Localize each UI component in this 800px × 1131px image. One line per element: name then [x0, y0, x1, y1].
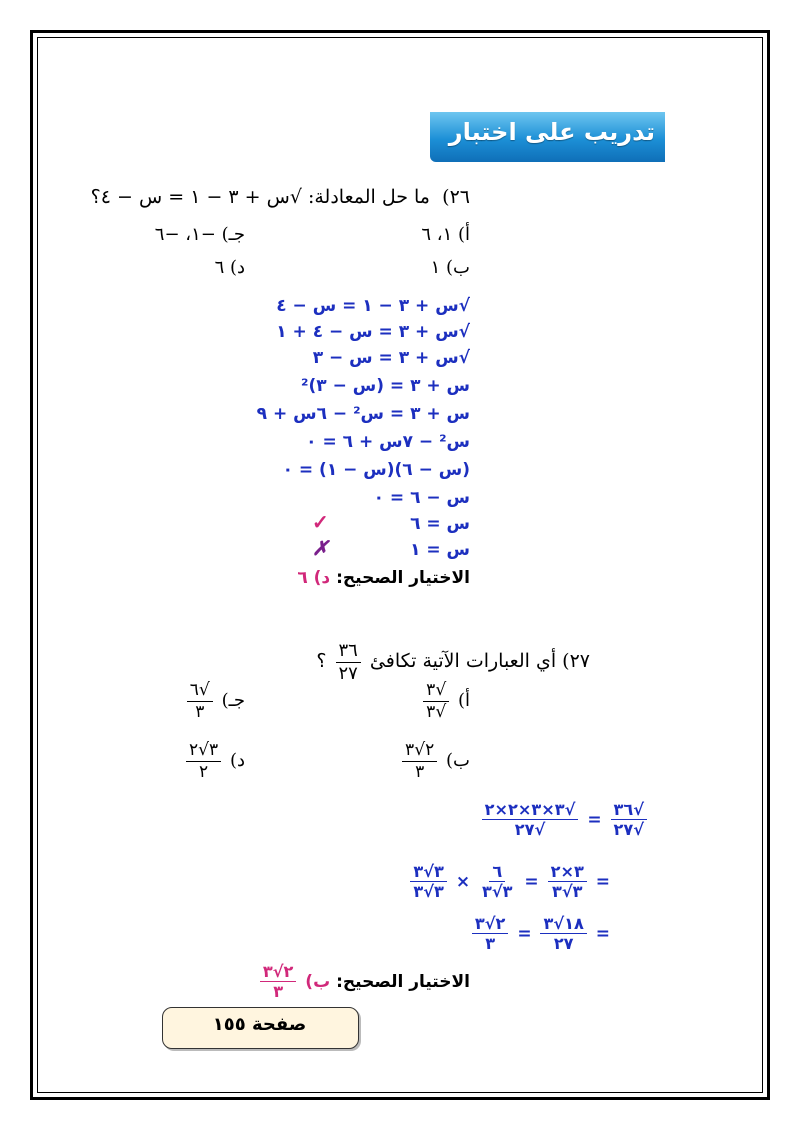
q27-option-c-den: ٣	[195, 701, 205, 722]
q26-step-2: √س + ٣ = س − ٤ + ١	[276, 322, 470, 342]
q27-answer-label: الاختيار الصحيح:	[336, 971, 470, 992]
q27-step-2-c-den: ٣√٣	[413, 882, 444, 902]
q27-step-3-a-den: ٢٧	[553, 934, 574, 954]
q26-step-9: س = ٦	[410, 514, 470, 534]
q26-step-5: س + ٣ = س² − ٦س + ٩	[256, 404, 470, 424]
q27-step-2-b-den: ٣√٣	[481, 882, 513, 902]
q26-step-4: س + ٣ = (س − ٣)²	[301, 376, 470, 396]
q27-text: أي العبارات الآتية تكافئ	[369, 650, 557, 673]
q27-option-b-den: ٣	[415, 761, 425, 782]
q26-answer-value: د) ٦	[297, 568, 331, 588]
q27-question-mark: ؟	[316, 650, 327, 673]
q26-step-10: س = ١	[410, 540, 470, 560]
q26-step-1: √س + ٣ − ١ = س − ٤	[276, 296, 470, 316]
q27-option-b	[399, 740, 470, 782]
q26-step-7: (س − ٦)(س − ١) = ٠	[282, 460, 470, 480]
q27-step-3: = $\frac{١٨√٣}{٢٧}$ = $\frac{٢√٣}{٣}$	[469, 914, 610, 954]
q27-answer-num: ٢√٣	[260, 962, 297, 982]
q27-step-3-b-den: ٣	[485, 934, 496, 954]
q27-option-d-label: د)	[229, 750, 245, 771]
q26-option-a: أ) ١، ٦	[421, 224, 470, 245]
q27-step-2-b-num: ٦	[489, 862, 505, 882]
q27-stem	[316, 640, 590, 684]
q27-option-a-label: أ)	[457, 690, 470, 711]
q26-option-d: د) ٦	[214, 257, 245, 278]
q26-number: ٢٦)	[442, 186, 470, 208]
q27-step-2-a-den: ٣√٣	[551, 882, 583, 902]
q27-step-1-rhs-num: √٣×٣×٢×٢	[482, 800, 579, 820]
q26-step-6: س² − ٧س + ٦ = ٠	[306, 432, 470, 452]
q27-option-b-label: ب)	[446, 750, 470, 771]
q27-step-1: $\frac{√٣٦}{√٢٧}$ = $\frac{√٣\times ٣\times ٢\times ٢}{√٢٧}$	[479, 800, 650, 840]
q27-expression-den: ٢٧	[338, 662, 358, 684]
q27-expression-num: ٣٦	[336, 640, 361, 663]
q27-option-c-label: جـ)	[221, 690, 245, 711]
q27-option-d	[183, 740, 245, 782]
q27-step-1-lhs-num: √٣٦	[611, 800, 647, 820]
q27-option-a-den: √٣	[426, 701, 447, 722]
q27-step-2: = $\frac{٣\times ٢}{٣√٣}$ = $\frac{٦}{٣√٣}$ × $\frac{٣√٣}{٣√٣}$	[407, 862, 610, 902]
page-number: صفحة ١٥٥	[212, 1014, 307, 1035]
q27-option-c	[184, 680, 245, 722]
q26-answer	[297, 568, 470, 588]
q27-answer	[257, 962, 470, 1002]
check-mark-icon: ✓	[312, 510, 329, 534]
q27-step-3-a-num: ١٨√٣	[540, 914, 586, 934]
q27-answer-den: ٣	[273, 982, 284, 1002]
q27-option-a-num: √٣	[423, 680, 449, 702]
q26-step-3: √س + ٣ = س − ٣	[312, 348, 470, 368]
q27-option-a	[420, 680, 470, 722]
q27-option-c-num: √٦	[187, 680, 213, 702]
cross-mark-icon: ✗	[312, 536, 329, 560]
q27-step-3-b-num: ٢√٣	[472, 914, 509, 934]
q26-option-c: جـ) −١، −٦	[154, 224, 245, 245]
q26-answer-label: الاختيار الصحيح:	[336, 568, 470, 588]
q27-option-b-num: ٢√٣	[402, 740, 437, 762]
q27-option-d-den: ٢	[198, 761, 209, 782]
q27-number: ٢٧)	[562, 650, 590, 673]
q27-step-2-c-num: ٣√٣	[410, 862, 447, 882]
q27-step-1-rhs-den: √٢٧	[514, 820, 546, 840]
q26-step-8: س − ٦ = ٠	[373, 488, 470, 508]
q27-option-d-num: ٣√٢	[186, 740, 221, 762]
q27-step-2-a-num: ٣×٢	[548, 862, 587, 882]
q27-answer-prefix: ب)	[305, 971, 331, 992]
q26-text: ما حل المعادلة: √س + ٣ − ١ = س − ٤؟	[90, 186, 430, 208]
q27-expression	[336, 640, 361, 684]
q26-option-b: ب) ١	[430, 257, 470, 278]
section-title: تدريب على اختبار	[448, 118, 655, 146]
q27-step-1-lhs-den: √٢٧	[613, 820, 644, 840]
